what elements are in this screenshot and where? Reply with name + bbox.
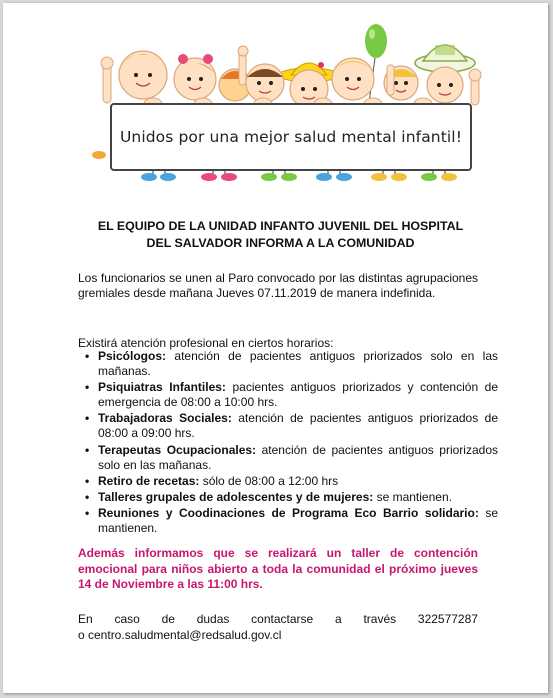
contact-word: caso (114, 612, 140, 626)
contact-word: dudas (196, 612, 230, 626)
item-text: pacientes antiguos priorizados y contención de emergencia de 08:00 a 10:00 hrs. (98, 380, 499, 410)
banner-slogan: Unidos por una mejor salud mental infantil! (119, 128, 463, 146)
schedule-list (78, 349, 498, 537)
item-label: Retiro de recetas: (98, 473, 200, 488)
item-text: se mantienen. (373, 489, 452, 504)
list-item (98, 506, 498, 536)
item-text: se mantienen. (98, 505, 498, 536)
contact-phone: 322577287 (417, 612, 478, 626)
list-item (98, 380, 498, 410)
schedule-intro: Existirá atención profesional en ciertos horarios: (78, 336, 334, 350)
list-item (98, 349, 498, 379)
banner-sign (110, 103, 472, 171)
contact-word: En (78, 612, 93, 626)
item-label: Psiquiatras Infantiles: (98, 380, 226, 395)
list-item (98, 490, 498, 505)
list-item (98, 411, 498, 441)
item-label: Terapeutas Ocupacionales: (98, 442, 257, 457)
item-label: Psicólogos: (98, 349, 167, 363)
contact-email: o centro.saludmental@redsalud.gov.cl (78, 627, 282, 642)
contact-word: a (334, 612, 342, 626)
headline-line-2: DEL SALVADOR INFORMA A LA COMUNIDAD (146, 236, 415, 250)
list-item (98, 443, 498, 473)
list-item (98, 474, 498, 489)
item-label: Reuniones y Coodinaciones de Programa Eco Barrio solidario: (98, 505, 479, 520)
intro-paragraph: Los funcionarios se unen al Paro convocado por las distintas agrupaciones gremiales desde mañana Jueves 07.11.2019 de manera indefinida. (78, 271, 478, 301)
flyer-page (3, 3, 548, 693)
contact-word: contactarse (251, 612, 314, 626)
headline-line-1: EL EQUIPO DE LA UNIDAD INFANTO JUVENIL DEL HOSPITAL (97, 219, 464, 233)
workshop-notice: Además informamos que se realizará un taller de contención emocional para niños abierto a toda la comunidad el próximo jueves 14 de Noviembre a las 11:00 hrs. (78, 546, 478, 591)
item-label: Trabajadoras Sociales: (98, 411, 232, 426)
contact-block (78, 612, 478, 643)
contact-word: de (161, 612, 175, 626)
contact-line (78, 612, 478, 628)
item-text: atención de pacientes antiguos priorizados solo en las mañanas. (98, 349, 498, 379)
item-label: Talleres grupales de adolescentes y de mujeres: (98, 489, 374, 504)
item-text: atención de pacientes antiguos priorizados solo en las mañanas. (98, 442, 498, 472)
contact-word: través (363, 612, 397, 626)
item-text: sólo de 08:00 a 12:00 hrs (199, 473, 339, 488)
item-text: atención de pacientes antiguos priorizados de 08:00 a 09:00 hrs. (98, 411, 498, 441)
headline (83, 218, 478, 252)
